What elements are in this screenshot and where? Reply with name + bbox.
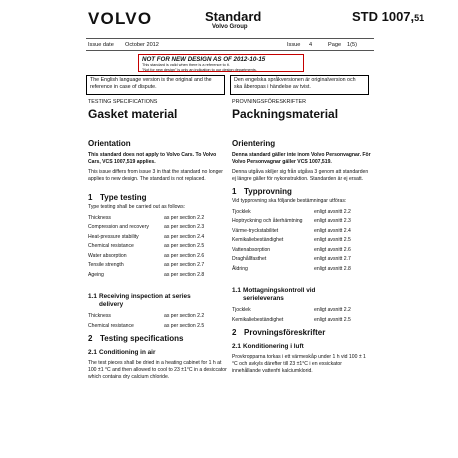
- document-title: Gasket material: [88, 107, 178, 121]
- document-type-title: Standard: [205, 9, 262, 24]
- list-item: [88, 213, 228, 223]
- list-item: [88, 260, 228, 270]
- section-number: 1.1: [88, 293, 97, 301]
- receiving-list: [88, 311, 228, 330]
- issue-date-value: October 2012: [125, 42, 159, 48]
- issue-label: Issue: [287, 42, 301, 48]
- list-item: [88, 251, 228, 261]
- list-item: [232, 315, 372, 325]
- section-2-heading: [88, 334, 228, 343]
- english-column: [88, 99, 228, 380]
- volvo-logo: VOLVO: [88, 9, 153, 28]
- list-item: [88, 270, 228, 280]
- test-reference: enligt avsnitt 2.7: [314, 256, 351, 263]
- section-title: Type testing: [100, 193, 147, 203]
- list-item: [88, 241, 228, 251]
- test-reference: enligt avsnitt 2.2: [314, 208, 351, 215]
- standard-number: [352, 9, 424, 24]
- list-item: [232, 235, 372, 245]
- orientation-applicability: Denna standard gäller inte inom Volvo Personvagnar. För Volvo Personvagnar gäller VCS 1007,519.: [232, 152, 371, 165]
- swedish-column: [232, 99, 372, 374]
- section-title-cont: serieleverans: [243, 295, 284, 303]
- test-name: Tensile strength: [88, 262, 124, 269]
- section-number: 2: [88, 334, 93, 344]
- test-reference: as per section 2.2: [164, 313, 205, 320]
- test-reference: enligt avsnitt 2.3: [314, 218, 351, 225]
- test-name: Tjocklek: [232, 307, 251, 314]
- section-2-1-text: The test pieces shall be dried in a heating cabinet for 1 h at 100 ±1 °C and then allowed to cool to 23 ±1°C in a desiccator which contains dry calcium chloride.: [88, 360, 227, 380]
- section-title-cont: delivery: [99, 301, 124, 309]
- section-title: Typprovning: [244, 187, 292, 197]
- test-name: Ageing: [88, 271, 104, 278]
- test-reference: as per section 2.7: [164, 262, 205, 269]
- list-item: [88, 222, 228, 232]
- test-reference: as per section 2.6: [164, 252, 205, 259]
- section-title: Receiving inspection at series: [99, 293, 191, 301]
- section-title: Conditioning in air: [99, 349, 156, 357]
- orientation-applicability: This standard does not apply to Volvo Cars. To Volvo Cars, VCS 1007,519 applies.: [88, 152, 217, 165]
- section-1-intro: Type testing shall be carried out as follows:: [88, 204, 186, 211]
- list-item: [232, 226, 372, 236]
- test-reference: enligt avsnitt 2.2: [314, 307, 351, 314]
- test-name: Chemical resistance: [88, 322, 134, 329]
- test-name: Vattenabsorption: [232, 246, 271, 253]
- list-item: [232, 305, 372, 315]
- test-reference: enligt avsnitt 2.4: [314, 227, 351, 234]
- orientation-text: This issue differs from issue 3 in that the standard no longer applies to new design. The standard is not replaced.: [88, 169, 223, 182]
- test-reference: as per section 2.3: [164, 224, 205, 231]
- list-item: [232, 254, 372, 264]
- test-reference: as per section 2.4: [164, 233, 205, 240]
- list-item: [88, 232, 228, 242]
- section-number: 1: [232, 187, 237, 197]
- header-divider: [86, 38, 374, 39]
- test-name: Hoptryckning och återhämtning: [232, 218, 303, 225]
- meta-divider: [86, 50, 374, 51]
- language-note-english: The English language version is the original and the reference in case of dispute.: [86, 75, 225, 95]
- orientation-heading: Orientation: [88, 139, 131, 148]
- notice-headline: NOT FOR NEW DESIGN AS OF 2012-10-15: [142, 56, 266, 63]
- test-name: Thickness: [88, 214, 111, 221]
- page-value: 1(5): [347, 42, 357, 48]
- issue-value: 4: [309, 42, 313, 48]
- page-label: Page: [328, 42, 342, 48]
- test-reference: enligt avsnitt 2.5: [314, 316, 351, 323]
- test-reference: enligt avsnitt 2.8: [314, 265, 351, 272]
- section-2-1-text: Provkropparna torkas i ett värmeskåp under 1 h vid 100 ± 1 °C och avkyls därefter till 23 ±1°C i en exsickator innehållande vattenfri kalciumklorid.: [232, 354, 366, 374]
- section-number: 1.1: [232, 287, 241, 295]
- not-for-new-design-notice: [138, 54, 304, 72]
- list-item: [88, 321, 228, 331]
- notice-line-1: This standard is valid when there is a reference to it.: [142, 63, 230, 67]
- notice-line-2: "Not for new design" is only an indication to our design departments.: [142, 67, 257, 72]
- section-1-heading: [232, 187, 372, 196]
- test-reference: enligt avsnitt 2.5: [314, 237, 351, 244]
- test-name: Compression and recovery: [88, 224, 149, 231]
- list-item: [88, 311, 228, 321]
- type-test-list: [232, 207, 372, 274]
- section-number: 2.1: [232, 343, 241, 351]
- list-item: [232, 207, 372, 217]
- test-name: Kemikaliebeständighet: [232, 316, 284, 323]
- section-number: 1: [88, 193, 93, 203]
- test-name: Åldring: [232, 265, 248, 272]
- test-reference: enligt avsnitt 2.6: [314, 246, 351, 253]
- language-note-swedish: Den engelska språkversionen är originalversion och ska åberopas i händelse av tvist.: [230, 75, 369, 95]
- test-name: Draghållfasthet: [232, 256, 267, 263]
- list-item: [232, 245, 372, 255]
- test-reference: as per section 2.5: [164, 243, 205, 250]
- section-1-intro: Vid typprovning ska följande bestämningar utföras:: [232, 198, 347, 205]
- section-number: 2: [232, 328, 237, 338]
- orientation-heading: Orientering: [232, 139, 276, 148]
- section-2-1-heading: [232, 343, 372, 351]
- test-name: Tjocklek: [232, 208, 251, 215]
- section-title: Konditionering i luft: [243, 343, 304, 351]
- test-name: Water absorption: [88, 252, 127, 259]
- test-name: Heat-pressure stability: [88, 233, 139, 240]
- list-item: [232, 264, 372, 274]
- section-title: Testing specifications: [100, 334, 184, 344]
- test-name: Värme-tryckstabilitet: [232, 227, 279, 234]
- test-name: Thickness: [88, 313, 111, 320]
- section-1-1-heading: [232, 287, 372, 303]
- test-reference: as per section 2.8: [164, 271, 205, 278]
- spec-category: TESTING SPECIFICATIONS: [88, 99, 158, 105]
- section-2-1-heading: [88, 349, 228, 357]
- section-number: 2.1: [88, 349, 97, 357]
- section-1-1-heading: [88, 293, 228, 309]
- section-2-heading: [232, 328, 372, 337]
- section-title: Provningsföreskrifter: [244, 328, 326, 338]
- list-item: [232, 216, 372, 226]
- document-title: Packningsmaterial: [232, 107, 339, 121]
- standard-number-suffix: 51: [414, 13, 425, 23]
- test-name: Chemical resistance: [88, 243, 134, 250]
- issue-date-label: Issue date: [88, 42, 114, 48]
- test-reference: as per section 2.5: [164, 322, 205, 329]
- section-title: Mottagningskontroll vid: [243, 287, 316, 295]
- orientation-text: Denna utgåva skiljer sig från utgåva 3 genom att standarden ej längre gäller för nykonstruktion. Standarden är ej ersatt.: [232, 169, 369, 182]
- receiving-list: [232, 305, 372, 324]
- test-reference: as per section 2.2: [164, 214, 205, 221]
- section-1-heading: [88, 193, 228, 202]
- standard-number-main: STD 1007,: [352, 9, 415, 24]
- organization-name: Volvo Group: [212, 24, 248, 30]
- spec-category: PROVNINGSFÖRESKRIFTER: [232, 99, 306, 105]
- type-test-list: [88, 213, 228, 280]
- test-name: Kemikaliebeständighet: [232, 237, 284, 244]
